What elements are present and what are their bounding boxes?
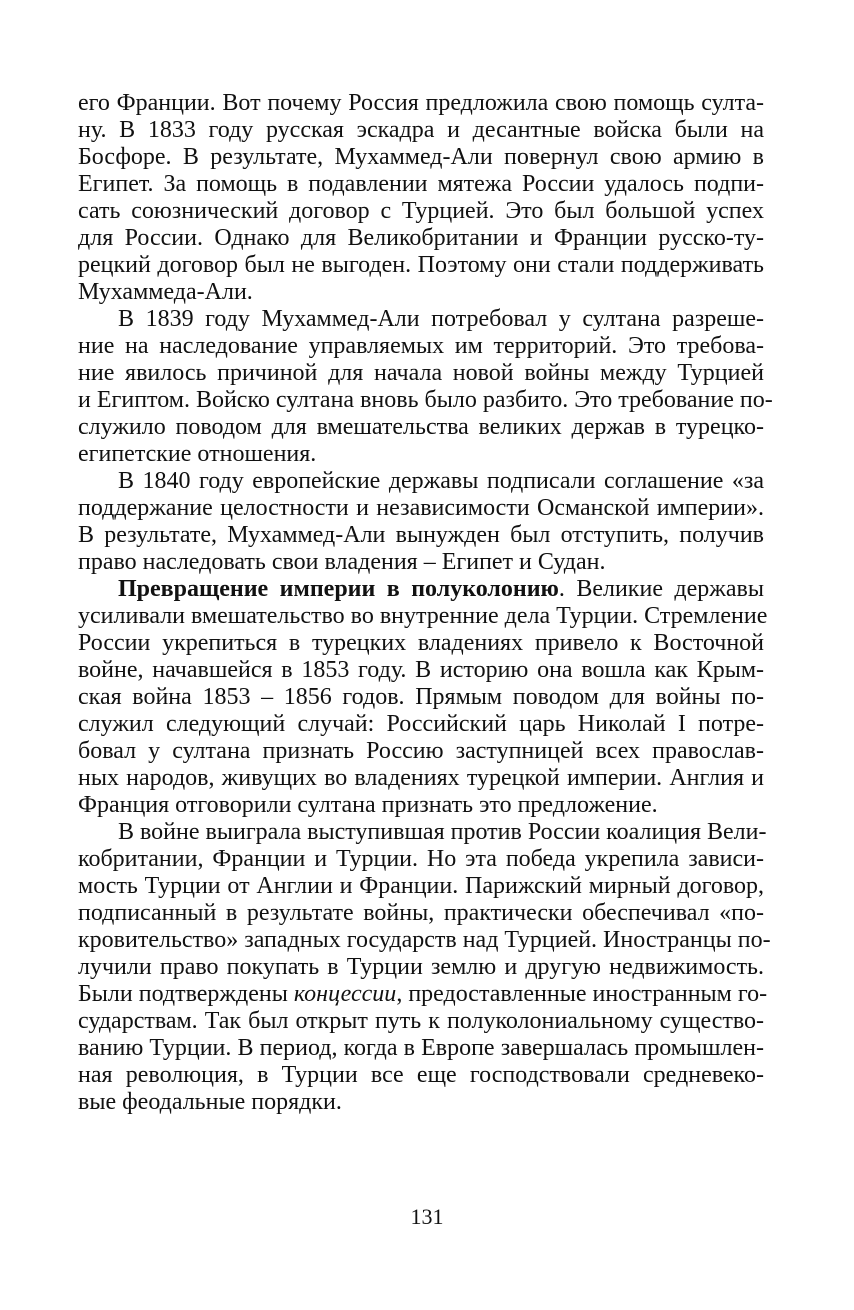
text-line: ванию Турции. В период, когда в Европе завершалась промышлен-: [78, 1035, 764, 1061]
paragraph-4: [78, 576, 768, 819]
text-line: египетские отношения.: [78, 441, 317, 467]
paragraph-3: [78, 468, 764, 576]
text-line: вые феодальные порядки.: [78, 1089, 342, 1115]
text-line: для России. Однако для Великобритании и Франции русско-ту-: [78, 225, 764, 251]
text-line: ние на наследование управляемых им территорий. Это требова-: [78, 333, 764, 359]
text-line: рецкий договор был не выгоден. Поэтому они стали поддерживать: [78, 252, 764, 278]
page-body: [78, 90, 773, 1116]
italic-line-suffix: , предоставленные иностранным го-: [396, 981, 768, 1007]
text-line: России укрепиться в турецких владениях привело к Восточной: [78, 630, 764, 656]
text-line: В 1839 году Мухаммед-Али потребовал у султана разреше-: [118, 306, 764, 332]
text-line: право наследовать свои владения – Египет и Судан.: [78, 549, 606, 575]
text-line: Франция отговорили султана признать это предложение.: [78, 792, 658, 818]
text-line: ние явилось причиной для начала новой войны между Турцией: [78, 360, 764, 386]
text-line: В войне выиграла выступившая против России коалиция Вели-: [118, 819, 767, 845]
italic-line-prefix: Были подтверждены: [78, 981, 294, 1007]
text-line: поддержание целостности и независимости Османской империи».: [78, 495, 764, 521]
text-line: бовал у султана признать Россию заступницей всех православ-: [78, 738, 764, 764]
text-line: его Франции. Вот почему Россия предложила свою помощь султа-: [78, 90, 764, 116]
paragraph-2: [78, 306, 773, 468]
paragraph-5: [78, 819, 771, 1116]
page-number: 131: [410, 1204, 444, 1229]
text-line: усиливали вмешательство во внутренние дела Турции. Стремление: [78, 603, 768, 629]
text-line: ная революция, в Турции все еще господствовали средневеко-: [78, 1062, 764, 1088]
text-line: ну. В 1833 году русская эскадра и десантные войска были на: [78, 117, 764, 143]
text-line: войне, начавшейся в 1853 году. В историю она вошла как Крым-: [78, 657, 764, 683]
text-line: Босфоре. В результате, Мухаммед-Али повернул свою армию в: [78, 144, 764, 170]
text-line: и Египтом. Войско султана вновь было разбито. Это требование по-: [78, 387, 773, 413]
text-line: служил следующий случай: Российский царь Николай I потре-: [78, 711, 764, 737]
text-line: служило поводом для вмешательства великих держав в турецко-: [78, 414, 764, 440]
text-line: кровительство» западных государств над Турцией. Иностранцы по-: [78, 927, 771, 953]
heading-continuation: . Великие державы: [558, 576, 764, 602]
text-line: сать союзнический договор с Турцией. Это был большой успех: [78, 198, 764, 224]
text-line: В 1840 году европейские державы подписали соглашение «за: [118, 468, 764, 494]
text-line: Мухаммеда-Али.: [78, 279, 253, 305]
text-line-with-italic: [78, 981, 768, 1008]
section-heading: Превращение империи в полуколонию: [118, 576, 559, 602]
text-line: кобритании, Франции и Турции. Но эта победа укрепила зависи-: [78, 846, 764, 872]
text-line-with-heading: [78, 576, 764, 603]
text-line: В результате, Мухаммед-Али вынужден был отступить, получив: [78, 522, 764, 548]
text-line: Египет. За помощь в подавлении мятежа России удалось подпи-: [78, 171, 764, 197]
text-line: ных народов, живущих во владениях турецкой империи. Англия и: [78, 765, 764, 791]
text-line: подписанный в результате войны, практически обеспечивал «по-: [78, 900, 764, 926]
text-line: мость Турции от Англии и Франции. Парижский мирный договор,: [78, 873, 764, 899]
text-line: ская война 1853 – 1856 годов. Прямым поводом для войны по-: [78, 684, 764, 710]
text-line: сударствам. Так был открыт путь к полуколониальному существо-: [78, 1008, 764, 1034]
text-line: лучили право покупать в Турции землю и другую недвижимость.: [78, 954, 764, 980]
italic-term: концессии: [293, 981, 397, 1007]
paragraph-1: [78, 90, 764, 306]
